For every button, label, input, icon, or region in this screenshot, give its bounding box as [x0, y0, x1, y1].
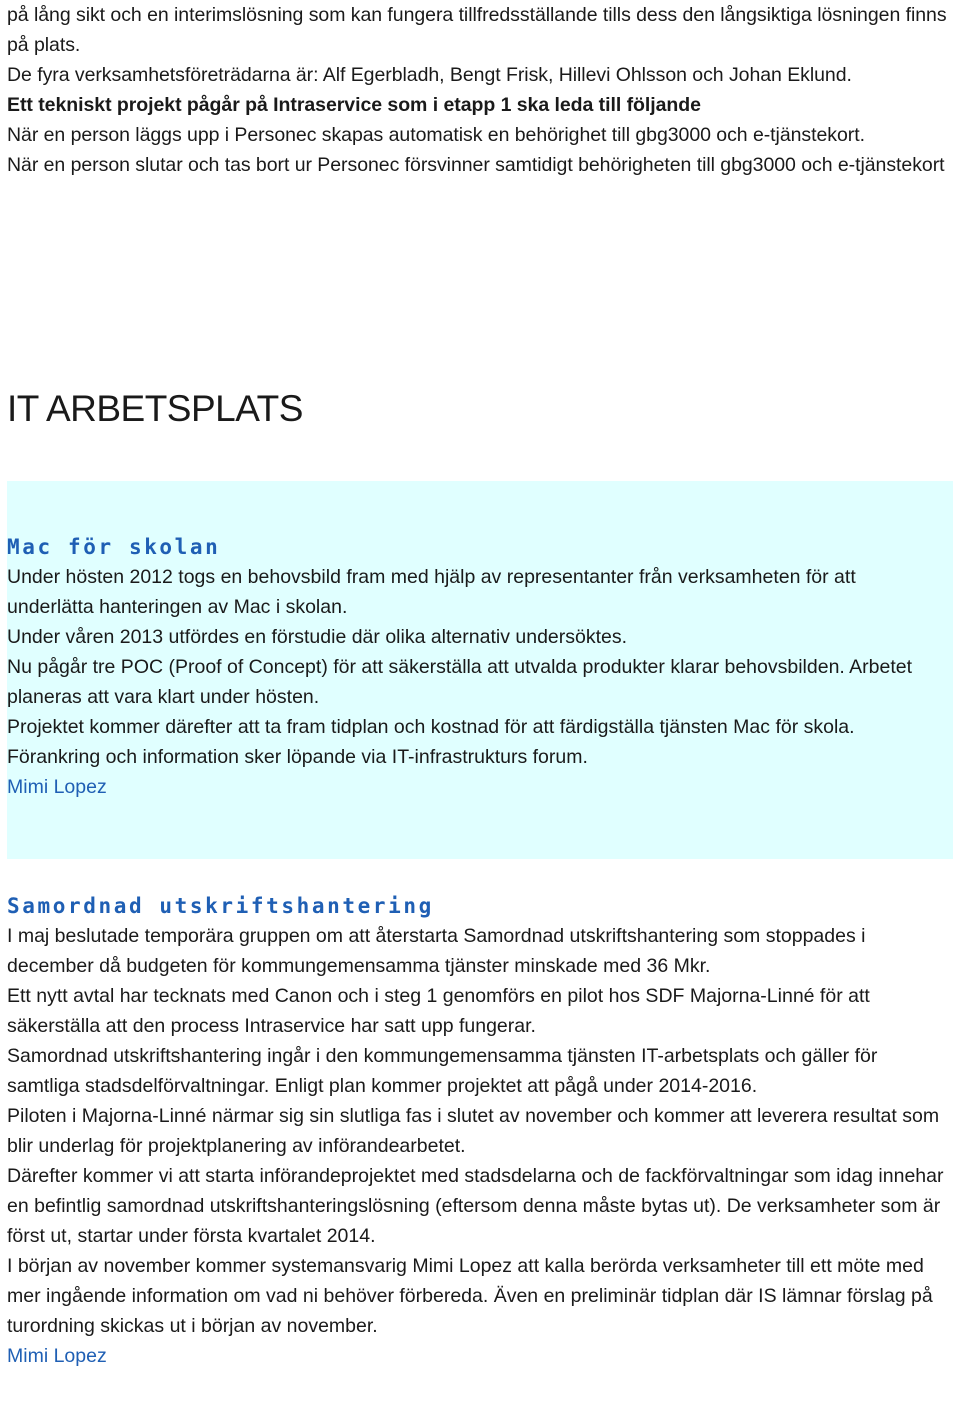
project-heading: Ett tekniskt projekt pågår på Intraservice som i etapp 1 ska leda till följande	[7, 94, 701, 116]
print-paragraph: Ett nytt avtal har tecknats med Canon och i steg 1 genomförs en pilot hos SDF Majorna-Linné för att säkerställa att den process Intraservice har satt upp fungerar.	[7, 985, 870, 1037]
mac-paragraph: Förankring och information sker löpande via IT-infrastrukturs forum.	[7, 746, 588, 768]
print-paragraph: I maj beslutade temporära gruppen om att återstarta Samordnad utskriftshantering som stoppades i december då budgeten för kommungemensamma tjänster minskade med 36 Mkr.	[7, 925, 866, 977]
mac-signature: Mimi Lopez	[7, 776, 107, 798]
mac-paragraph: Under hösten 2012 togs en behovsbild fram med hjälp av representanter från verksamheten för att underlätta hanteringen av Mac i skolan.	[7, 566, 856, 618]
mac-paragraph: Projektet kommer därefter att ta fram tidplan och kostnad för att färdigställa tjänsten Mac för skola.	[7, 716, 855, 738]
intro-text: De fyra verksamhetsföreträdarna är: Alf Egerbladh, Bengt Frisk, Hillevi Ohlsson och Johan Eklund.	[7, 64, 852, 86]
print-section	[7, 891, 950, 1371]
intro-section	[7, 0, 950, 180]
print-paragraph: Därefter kommer vi att starta införandeprojektet med stadsdelarna och de fackförvaltningar som idag innehar en befintlig samordnad utskriftshanteringslösning (eftersom denna måste bytas ut). De verksamheter som är först ut, startar under första kvartalet 2014.	[7, 1165, 944, 1247]
print-paragraph: Samordnad utskriftshantering ingår i den kommungemensamma tjänsten IT-arbetsplats och gäller för samtliga stadsdelförvaltningar. Enligt plan kommer projektet att pågå under 2014-2016.	[7, 1045, 878, 1097]
project-text: När en person slutar och tas bort ur Personec försvinner samtidigt behörigheten till gbg3000 och e-tjänstekort	[7, 154, 945, 176]
section-title: IT ARBETSPLATS	[7, 388, 303, 429]
print-paragraph: Piloten i Majorna-Linné närmar sig sin slutliga fas i slutet av november och kommer att leverera resultat som blir underlag för projektplanering av införandearbetet.	[7, 1105, 940, 1157]
mac-paragraph: Under våren 2013 utfördes en förstudie där olika alternativ undersöktes.	[7, 626, 628, 648]
print-signature: Mimi Lopez	[7, 1345, 107, 1367]
mac-section-box	[7, 481, 953, 859]
intro-text: på lång sikt och en interimslösning som kan fungera tillfredsställande tills dess den långsiktiga lösningen finns på plats.	[7, 4, 947, 56]
mac-section-content	[7, 532, 947, 802]
print-title: Samordnad utskriftshantering	[7, 894, 434, 918]
project-text: När en person läggs upp i Personec skapas automatisk en behörighet till gbg3000 och e-tjänstekort.	[7, 124, 865, 146]
mac-paragraph: Nu pågår tre POC (Proof of Concept) för att säkerställa att utvalda produkter klarar behovsbilden. Arbetet planeras att vara klart under hösten.	[7, 656, 913, 708]
print-paragraph: I början av november kommer systemansvarig Mimi Lopez att kalla berörda verksamheter till ett möte med mer ingående information om vad ni behöver förbereda. Även en preliminär tidplan där IS lämnar förslag på turordning skickas ut i början av november.	[7, 1255, 933, 1337]
mac-title: Mac för skolan	[7, 535, 221, 559]
